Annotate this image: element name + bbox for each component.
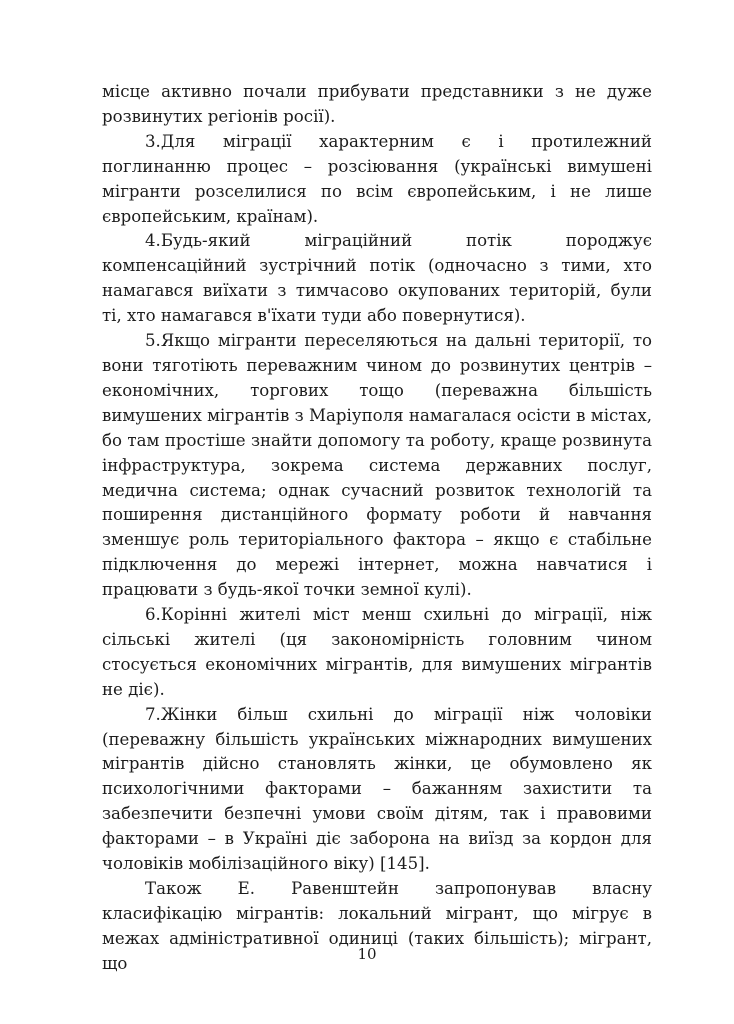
paragraph-point-7: 7.Жінки більш схильні до міграції ніж чоловіки (переважну більшість українських міжнародних вимушених мігрантів дійсно становлять жінки, це обумовлено як психологічними факторами – бажанням захистити та забезпечити безпечні умови своїм дітям, так і правовими факторами – в Україні діє заборона на виїзд за кордон для чоловіків мобілізаційного віку) [145]. [102, 704, 652, 874]
paragraph-point-4: 4.Будь-який міграційний потік породжує компенсаційний зустрічний потік (одночасно з тими, хто намагався виїхати з тимчасово окупованих територій, були ті, хто намагався в'їхати туди або повернутися). [102, 231, 652, 326]
paragraph-point-3: 3.Для міграції характерним є і протилежний поглинанню процес – розсіювання (українські вимушені мігранти розселилися по всім європейським, і не лише європейським, країнам). [102, 131, 652, 226]
paragraph-ravenstein-classification: Також Е. Равенштейн запропонував власну класифікацію мігрантів: локальний мігрант, що мігрує в межах адміністративної одиниці (таких більшість); мігрант, що [102, 879, 652, 973]
page-body [102, 80, 652, 977]
paragraph-point-5: 5.Якщо мігранти переселяються на дальні території, то вони тяготіють переважним чином до розвинутих центрів – економічних, торгових тощо (переважна більшість вимушених мігрантів з Маріуполя намагалася осісти в містах, бо там простіше знайти допомогу та роботу, краще розвинута інфраструктура, зокрема система державних послуг, медична система; однак сучасний розвиток технологій та поширення дистанційного формату роботи й навчання зменшує роль територіального фактора – якщо є стабільне підключення до мережі інтернет, можна навчатися і працювати з будь-якої точки земної кулі). [102, 331, 652, 600]
paragraph-continuation: місце активно почали прибувати представники з не дуже розвинутих регіонів росії). [102, 82, 652, 126]
paragraph-point-6: 6.Корінні жителі міст менш схильні до міграції, ніж сільські жителі (ця закономірність головним чином стосується економічних мігрантів, для вимушених мігрантів не діє). [102, 605, 652, 699]
page-number: 10 [357, 945, 377, 963]
